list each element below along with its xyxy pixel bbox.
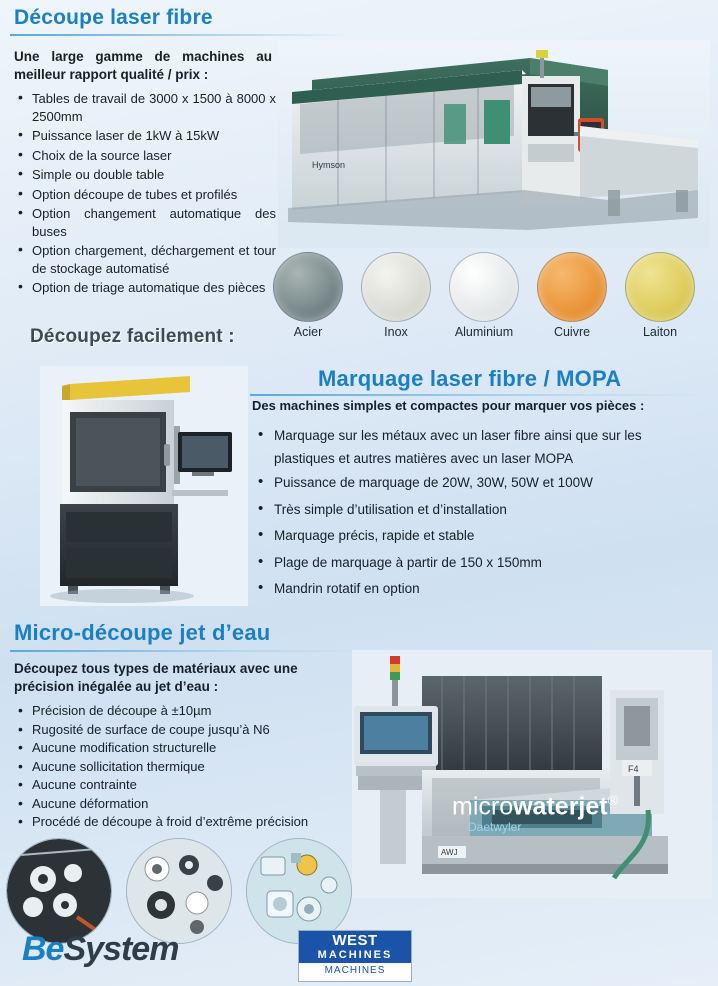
section-title-laser: Découpe laser fibre: [14, 6, 213, 29]
west-logo-top: [299, 931, 411, 963]
list-item: • Simple ou double table: [14, 166, 276, 184]
waterjet-machine-photo: [352, 650, 712, 898]
micro-intro-text: Découpez tous types de matériaux avec une précision inégalée au jet d’eau :: [14, 661, 298, 694]
list-item: • Option changement automatique des buses: [14, 205, 276, 240]
material-swatch-aluminium: [448, 252, 520, 339]
marquage-intro-text: Des machines simples et compactes pour marquer vos pièces :: [252, 398, 645, 413]
list-item: • Puissance de marquage de 20W, 30W, 50W et 100W: [252, 470, 704, 497]
material-label: Cuivre: [553, 325, 591, 339]
machine-side-label: AWJ: [441, 848, 458, 857]
list-item: • Marquage sur les métaux avec un laser fibre ainsi que sur les plastiques et autres matières avec un laser MOPA: [252, 424, 704, 470]
material-disc: [449, 252, 519, 322]
machine-brand-text: Hymson: [312, 160, 346, 170]
list-item: • Rugosité de surface de coupe jusqu’à N6: [14, 721, 358, 740]
material-disc: [625, 252, 695, 322]
list-item: • Aucune déformation: [14, 795, 358, 814]
material-label: Aluminium: [454, 325, 514, 339]
list-item: • Aucune modification structurelle: [14, 739, 358, 758]
brand-main: System: [63, 930, 179, 968]
west-machines-logo: [298, 930, 412, 982]
material-label: Laiton: [642, 325, 678, 339]
material-label: Acier: [293, 325, 323, 339]
west-logo-line3: MACHINES: [324, 965, 386, 976]
west-logo-line2: MACHINES: [317, 949, 393, 961]
marquage-feature-list: [252, 424, 704, 603]
micro-feature-list: [14, 702, 358, 832]
list-item: • Mandrin rotatif en option: [252, 576, 704, 603]
laser-feature-list: [14, 90, 276, 299]
daetwyler-brand: Daetwyler: [468, 820, 522, 834]
list-item: • Option découpe de tubes et profilés: [14, 186, 276, 204]
besystem-logo: [22, 930, 178, 969]
section-title-marquage: Marquage laser fibre / MOPA: [318, 366, 622, 391]
list-item: • Marquage précis, rapide et stable: [252, 523, 704, 550]
material-disc: [537, 252, 607, 322]
list-item: • Précision de découpe à ±10µm: [14, 702, 358, 721]
laser-intro-text: Une large gamme de machines au meilleur rapport qualité / prix :: [14, 49, 272, 82]
list-item: • Option chargement, déchargement et tour de stockage automatisé: [14, 242, 276, 277]
material-swatch-acier: [272, 252, 344, 339]
list-item: • Puissance laser de 1kW à 15kW: [14, 127, 276, 145]
list-item: • Aucune contrainte: [14, 776, 358, 795]
wordmark-water: water: [513, 792, 579, 821]
material-disc: [361, 252, 431, 322]
west-logo-line1: WEST: [332, 932, 378, 949]
laser-cutting-machine-photo: [278, 40, 710, 248]
sample-disc-discs: [126, 838, 232, 944]
list-item: • Tables de travail de 3000 x 1500 à 8000 x 2500mm: [14, 90, 276, 125]
list-item: • Choix de la source laser: [14, 147, 276, 165]
microwaterjet-wordmark: [452, 792, 618, 821]
wordmark-registered: ®: [607, 792, 618, 808]
divider-laser: [10, 34, 350, 36]
brand-prefix: Be: [22, 930, 64, 968]
material-swatch-row: [272, 252, 710, 348]
sample-disc-micro-parts: [246, 838, 352, 944]
sample-disc-parts: [6, 838, 112, 944]
section-title-micro-decoupe: Micro-découpe jet d’eau: [14, 620, 271, 645]
subtitle-decoupez-facilement: Découpez facilement :: [30, 326, 235, 347]
list-item: • Aucune sollicitation thermique: [14, 758, 358, 777]
divider-micro: [10, 650, 370, 652]
list-item: • Plage de marquage à partir de 150 x 150mm: [252, 550, 704, 577]
material-swatch-cuivre: [536, 252, 608, 339]
material-swatch-inox: [360, 252, 432, 339]
laser-marking-machine-photo: [40, 366, 248, 606]
wordmark-micro: micro: [452, 792, 514, 821]
list-item: • Option de triage automatique des pièces: [14, 279, 276, 297]
panel-label-f4: F4: [628, 764, 639, 774]
material-swatch-laiton: [624, 252, 696, 339]
wordmark-jet: jet: [578, 792, 608, 821]
divider-marquage: [250, 394, 710, 396]
material-disc: [273, 252, 343, 322]
list-item: • Très simple d’utilisation et d’installation: [252, 497, 704, 524]
material-label: Inox: [384, 325, 408, 339]
list-item: • Procédé de découpe à froid d’extrême précision: [14, 813, 358, 832]
